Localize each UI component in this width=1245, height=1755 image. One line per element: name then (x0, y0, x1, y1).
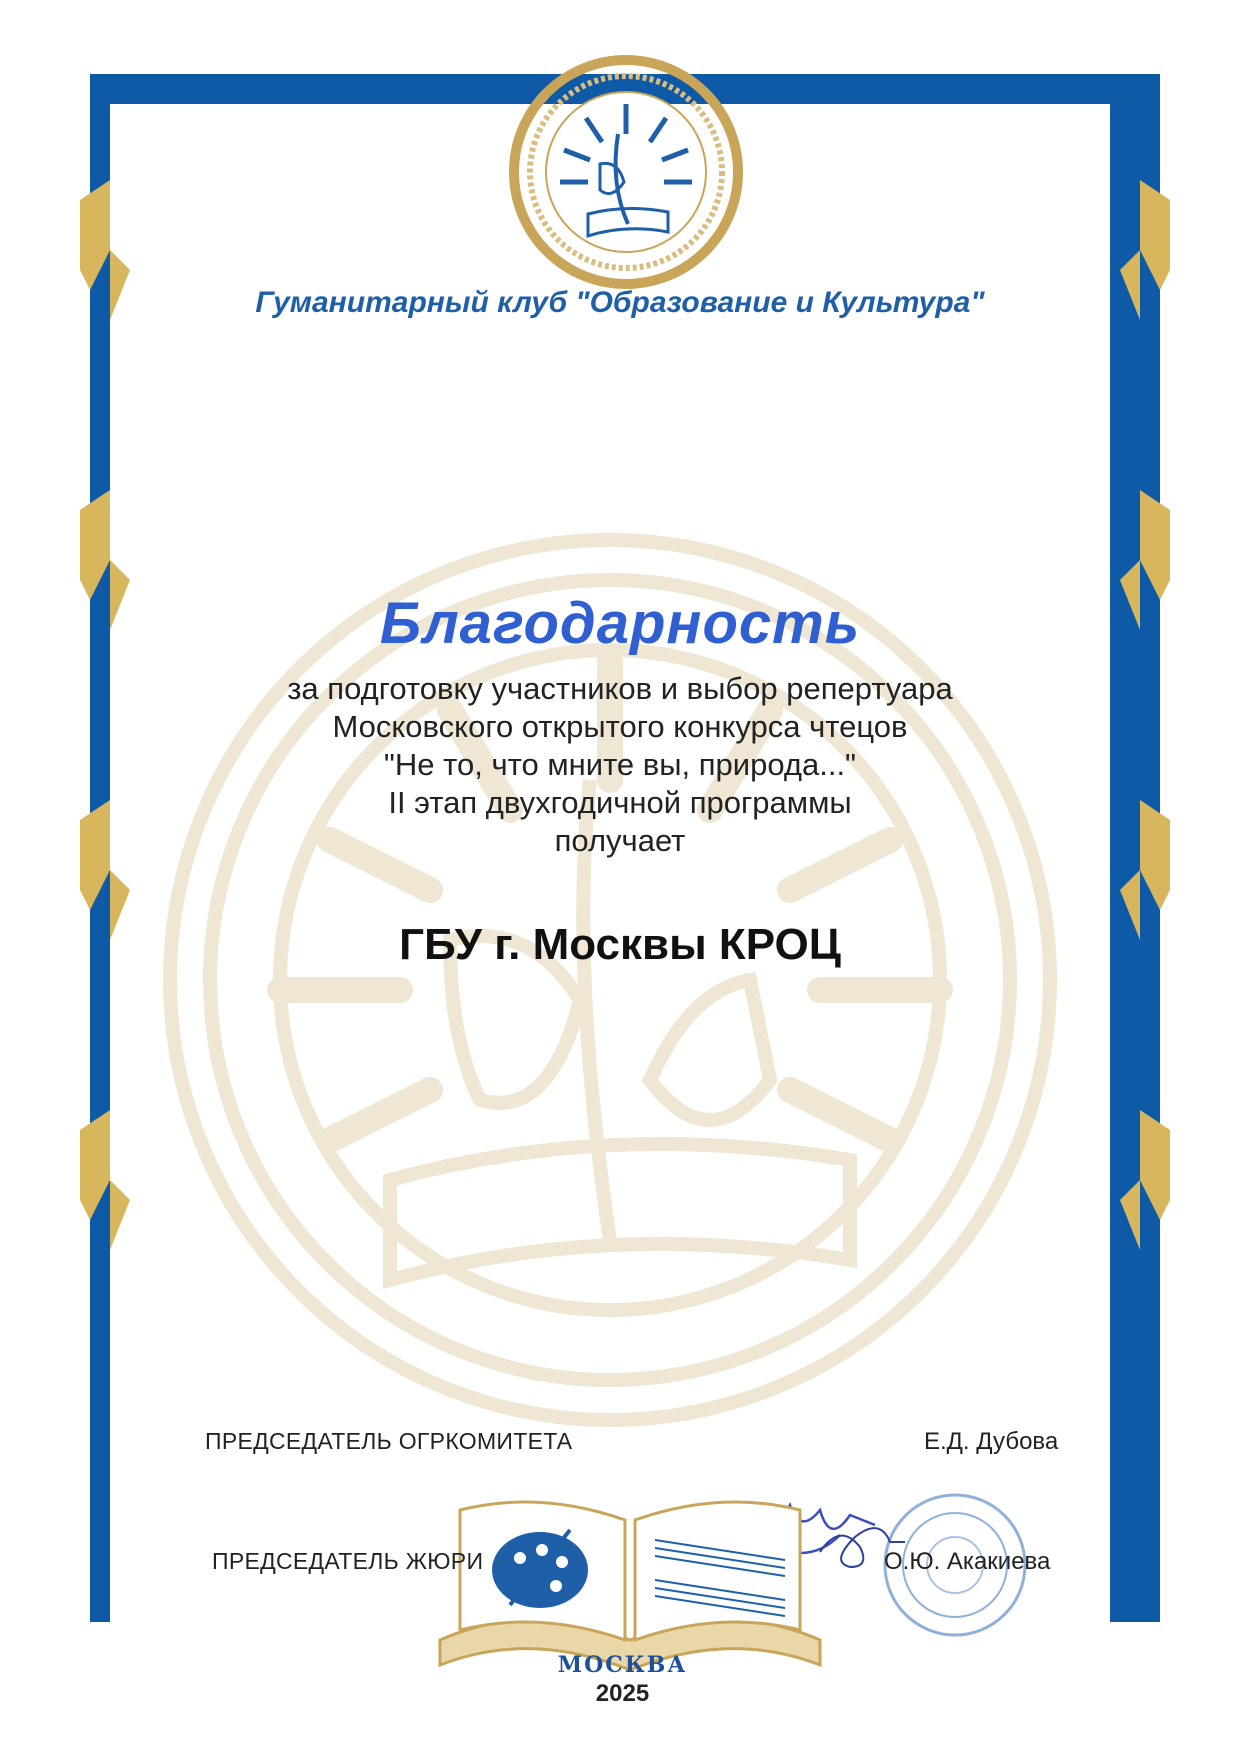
certificate-body (150, 670, 1090, 860)
body-line: Московского открытого конкурса чтецов (332, 709, 908, 744)
watermark-emblem-icon (150, 520, 1070, 1440)
body-line: получает (554, 823, 686, 858)
chairman-jury-name: О.Ю. Акакиева (884, 1548, 1051, 1575)
chairman-organizing-committee-name: Е.Д. Дубова (924, 1428, 1059, 1455)
body-line: за подготовку участников и выбор репертуара (287, 671, 953, 706)
body-line: II этап двухгодичной программы (388, 785, 852, 820)
year-label: 2025 (595, 1680, 650, 1707)
city-label: МОСКВА (557, 1652, 688, 1678)
certificate-title: Благодарность (379, 591, 861, 656)
ribbon-decor-left (70, 180, 140, 1280)
recipient-name: ГБУ г. Москвы КРОЦ (399, 920, 841, 969)
club-name: Гуманитарный клуб "Образование и Культура" (255, 286, 985, 319)
chairman-organizing-committee-label: ПРЕДСЕДАТЕЛЬ ОГРКОМИТЕТА (205, 1428, 573, 1454)
club-logo-icon (508, 54, 744, 290)
chairman-jury-label: ПРЕДСЕДАТЕЛЬ ЖЮРИ (212, 1548, 484, 1574)
body-line: "Не то, что мните вы, природа..." (383, 747, 857, 782)
ribbon-decor-right (1110, 180, 1180, 1280)
